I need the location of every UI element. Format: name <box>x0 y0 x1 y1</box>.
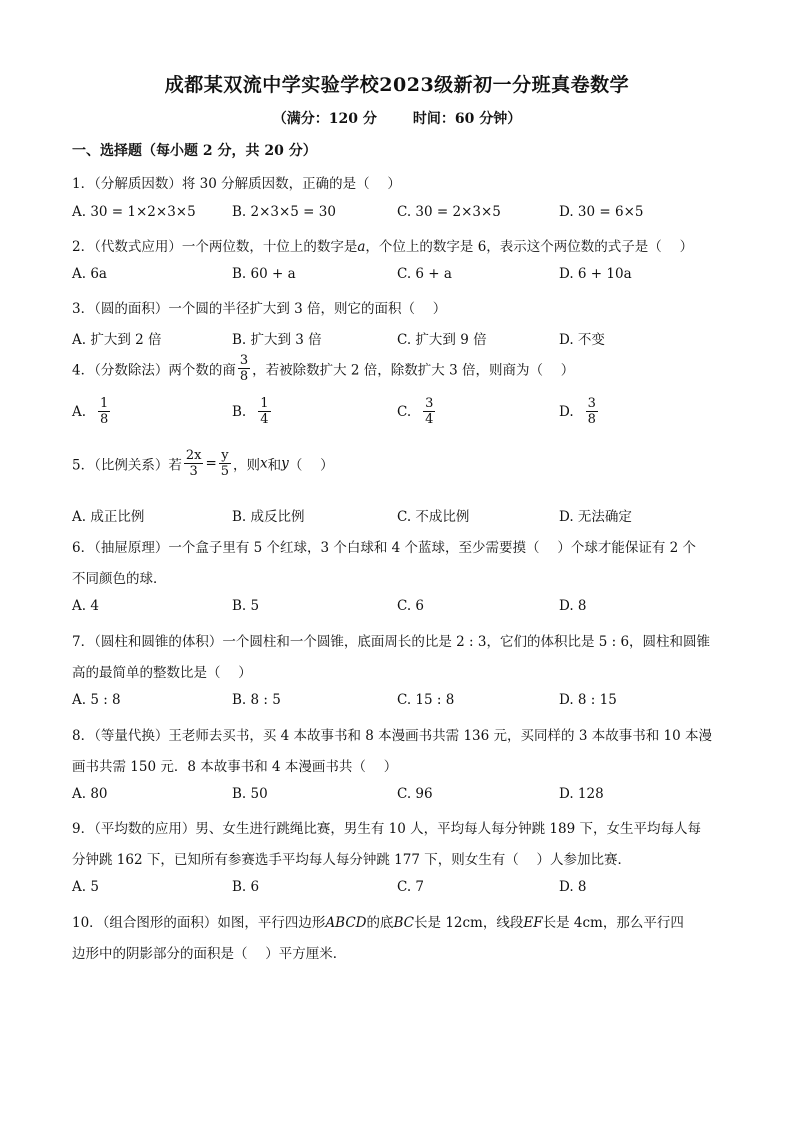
variable-a: a <box>357 239 366 255</box>
question-6-options <box>72 598 722 618</box>
option-c[interactable]: C. $\frac{3}{4}$ <box>397 396 434 427</box>
option-c[interactable]: C. 96 <box>397 786 433 802</box>
question-10-stem-line2: 边形中的阴影部分的面积是（ ）平方厘米． <box>72 946 347 962</box>
full-score: （满分：120 分 <box>272 111 377 127</box>
option-a[interactable]: A. 30 = 1×2×3×5 <box>72 204 196 220</box>
question-10-stem-line1: 10．（组合图形的面积）如图，平行四边形ABCD的底BC长是 12cm，线段EF长是 4cm，那么平行四 <box>72 915 684 931</box>
question-7-stem-line2: 高的最简单的整数比是（ ） <box>72 665 252 681</box>
exam-meta <box>0 108 794 128</box>
question-9-stem-line2: 分钟跳 162 下，已知所有参赛选手平均每人每分钟跳 177 下，则女生有（ ）人参加比赛． <box>72 852 631 868</box>
option-c[interactable]: C. 不成比例 <box>397 509 470 525</box>
option-a[interactable]: A. 扩大到 2 倍 <box>72 332 162 348</box>
option-c[interactable]: C. 6 <box>397 598 425 614</box>
option-c[interactable]: C. 扩大到 9 倍 <box>397 332 487 348</box>
option-b[interactable]: B. 5 <box>232 598 260 614</box>
option-b[interactable]: B. 50 <box>232 786 268 802</box>
option-a[interactable]: A. 6a <box>72 266 107 282</box>
option-a[interactable]: A. 5 : 8 <box>72 692 121 708</box>
option-a[interactable]: A. $\frac{1}{8}$ <box>72 396 109 427</box>
question-1-options <box>72 204 722 224</box>
option-a[interactable]: A. 4 <box>72 598 99 614</box>
option-c[interactable]: C. 7 <box>397 879 425 895</box>
option-c[interactable]: C. 6 + a <box>397 266 452 282</box>
option-b[interactable]: B. 成反比例 <box>232 509 305 525</box>
question-3-stem: 3．（圆的面积）一个圆的半径扩大到 3 倍，则它的面积（ ） <box>72 301 447 317</box>
question-2-stem: 2．（代数式应用）一个两位数，十位上的数字是a，个位上的数字是 6，表示这个两位数的式子是（ ） <box>72 239 694 255</box>
option-d[interactable]: D. 8 : 15 <box>559 692 617 708</box>
option-b[interactable]: B. 8 : 5 <box>232 692 281 708</box>
question-7-stem-line1: 7．（圆柱和圆锥的体积）一个圆柱和一个圆锥，底面周长的比是 2 : 3，它们的体积比是 5 : 6，圆柱和圆锥 <box>72 634 711 650</box>
option-d[interactable]: D. 30 = 6×5 <box>559 204 644 220</box>
option-d[interactable]: D. 8 <box>559 598 587 614</box>
option-c[interactable]: C. 15 : 8 <box>397 692 455 708</box>
question-8-stem-line1: 8．（等量代换）王老师去买书，买 4 本故事书和 8 本漫画书共需 136 元，买同样的 3 本故事书和 10 本漫 <box>72 728 712 744</box>
page-title: 成都某双流中学实验学校2023级新初一分班真卷数学 <box>164 74 630 96</box>
question-5-stem: 5．（比例关系）若 $\frac{2x}{3}$ = $\frac{y}{5}$ ，则x和y（ ） <box>72 448 334 479</box>
question-6-stem-line2: 不同颜色的球． <box>72 571 167 587</box>
question-8-stem-line2: 画书共需 150 元．8 本故事书和 4 本漫画书共（ ） <box>72 759 398 775</box>
option-c[interactable]: C. 30 = 2×3×5 <box>397 204 501 220</box>
option-a[interactable]: A. 80 <box>72 786 108 802</box>
option-b[interactable]: B. 扩大到 3 倍 <box>232 332 322 348</box>
fraction: $\frac{3}{8}$ <box>239 353 249 384</box>
question-5-options <box>72 505 722 525</box>
option-a[interactable]: A. 成正比例 <box>72 509 145 525</box>
section-title: 一、选择题（每小题 2 分，共 20 分） <box>72 143 317 159</box>
option-a[interactable]: A. 5 <box>72 879 99 895</box>
fraction: $\frac{y}{5}$ <box>220 448 230 479</box>
question-3-options <box>72 328 722 348</box>
question-9-options <box>72 879 722 899</box>
question-4-options <box>72 396 722 436</box>
option-b[interactable]: B. 60 + a <box>232 266 296 282</box>
question-1-stem: 1．（分解质因数）将 30 分解质因数，正确的是（ ） <box>72 176 401 192</box>
question-4-stem: 4．（分数除法）两个数的商 $\frac{3}{8}$ ，若被除数扩大 2 倍，除数扩大 3 倍，则商为（ ） <box>72 353 575 384</box>
question-2-options <box>72 266 722 286</box>
option-d[interactable]: D. 不变 <box>559 332 605 348</box>
question-8-options <box>72 786 722 806</box>
question-6-stem-line1: 6．（抽屉原理）一个盒子里有 5 个红球，3 个白球和 4 个蓝球，至少需要摸（ ）个球才能保证有 2 个 <box>72 540 697 556</box>
option-d[interactable]: D. 6 + 10a <box>559 266 632 282</box>
option-b[interactable]: B. 6 <box>232 879 260 895</box>
option-b[interactable]: B. $\frac{1}{4}$ <box>232 396 269 427</box>
question-9-stem-line1: 9．（平均数的应用）男、女生进行跳绳比赛，男生有 10 人，平均每人每分钟跳 189 下，女生平均每人每 <box>72 821 701 837</box>
fraction: $\frac{2x}{3}$ <box>185 448 202 479</box>
option-d[interactable]: D. 无法确定 <box>559 509 632 525</box>
option-b[interactable]: B. 2×3×5 = 30 <box>232 204 336 220</box>
option-d[interactable]: D. 128 <box>559 786 604 802</box>
time-limit: 时间：60 分钟） <box>412 111 522 127</box>
question-7-options <box>72 692 722 712</box>
option-d[interactable]: D. 8 <box>559 879 587 895</box>
option-d[interactable]: D. $\frac{3}{8}$ <box>559 396 596 427</box>
